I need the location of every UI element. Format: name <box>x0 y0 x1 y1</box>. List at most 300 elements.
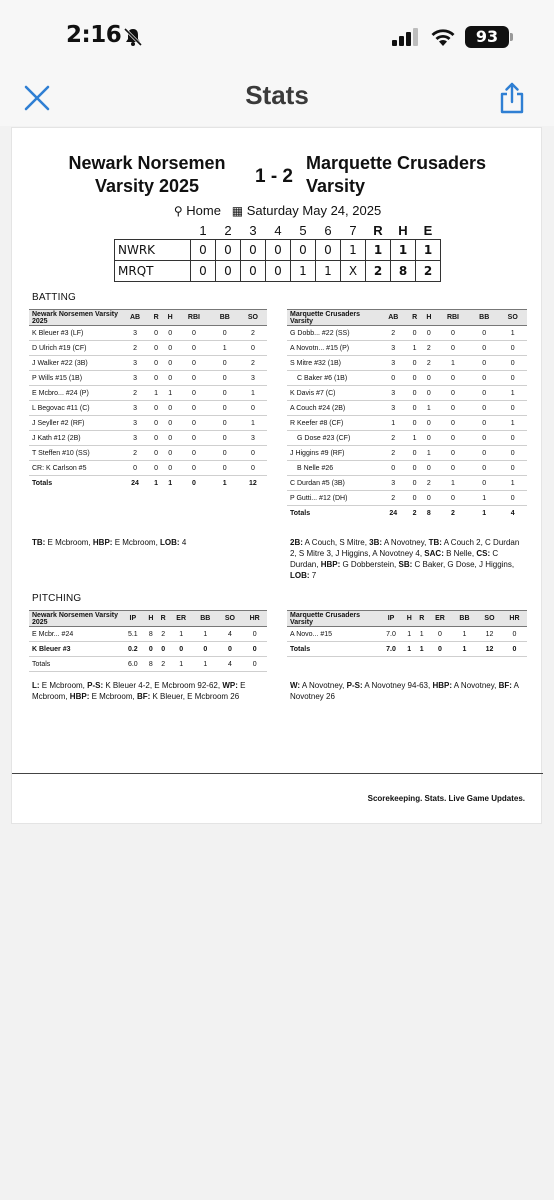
stat-cell: 1 <box>211 341 239 356</box>
stat-cell: 0 <box>502 642 527 657</box>
player-name: T Steffen #10 (SS) <box>29 446 121 461</box>
stat-cell: 0 <box>149 416 163 431</box>
table-row <box>287 386 527 401</box>
stat-cell: 0 <box>470 401 499 416</box>
inning-header: 3 <box>249 222 257 238</box>
note-label: P-S: <box>346 681 363 690</box>
inning-runs: 0 <box>316 239 341 260</box>
stat-cell: 0 <box>498 401 527 416</box>
stat-cell: 1 <box>422 446 436 461</box>
away-batting-table <box>29 309 267 491</box>
stat-cell: 1 <box>416 627 428 642</box>
stat-column-header: HR <box>242 611 267 627</box>
away-pitching-table <box>29 610 267 672</box>
inning-runs: 1 <box>316 260 341 281</box>
stat-cell: 0 <box>177 326 211 341</box>
location-pin-icon: ⚲ <box>173 204 183 218</box>
team-column-header: Marquette Crusaders Varsity <box>287 310 379 326</box>
stat-cell: 0 <box>470 416 499 431</box>
note-label: LOB: <box>290 571 310 580</box>
totals-cell: 4 <box>510 509 515 517</box>
totals-cell: 24 <box>131 479 139 487</box>
stat-cell: 0 <box>242 627 267 642</box>
stat-cell: 0 <box>436 431 470 446</box>
stat-cell: 1 <box>379 416 408 431</box>
stat-cell: 0 <box>470 476 499 491</box>
totals-cell: 1 <box>168 479 173 487</box>
stat-cell: 0 <box>149 371 163 386</box>
stat-cell: 0 <box>177 401 211 416</box>
stat-cell: 0 <box>149 401 163 416</box>
totals-cell: 2 <box>451 509 455 517</box>
stat-cell: 0 <box>242 657 267 672</box>
stat-cell: 0 <box>211 371 239 386</box>
stat-column-header: R <box>416 611 428 627</box>
stat-cell: 0 <box>422 461 436 476</box>
table-row <box>29 326 267 341</box>
stat-cell: 0 <box>436 401 470 416</box>
bell-slash-icon <box>123 27 143 47</box>
cellular-signal-icon <box>392 28 420 46</box>
player-name: J Seyller #2 (RF) <box>29 416 121 431</box>
player-name: R Keefer #8 (CF) <box>287 416 379 431</box>
stat-cell: 0 <box>239 341 267 356</box>
stat-cell: 0 <box>422 326 436 341</box>
stat-cell: 2 <box>379 491 408 506</box>
player-name: K Davis #7 (C) <box>287 386 379 401</box>
battery-tip <box>510 33 513 41</box>
stat-cell: 0 <box>239 461 267 476</box>
pitcher-name: K Bleuer #3 <box>29 642 121 657</box>
stat-cell: 0 <box>502 627 527 642</box>
inning-header: 2 <box>224 222 232 238</box>
table-row <box>287 461 527 476</box>
player-name: G Dobb... #22 (SS) <box>287 326 379 341</box>
linescore-corner <box>115 222 191 239</box>
linescore-team: NWRK <box>115 239 191 260</box>
stat-column-header: H <box>145 611 157 627</box>
stat-column-header: SO <box>498 310 527 326</box>
totals-cell: 12 <box>249 479 257 487</box>
player-name: CR: K Carlson #5 <box>29 461 121 476</box>
status-bar <box>0 0 554 70</box>
stat-cell: 3 <box>121 371 149 386</box>
table-row <box>29 657 267 672</box>
inning-header: 5 <box>299 222 307 238</box>
note-label: HBP: <box>320 560 341 569</box>
stat-cell: 1 <box>193 657 218 672</box>
inning-runs: 0 <box>191 260 216 281</box>
stat-cell: 8 <box>145 627 157 642</box>
stat-column-header: SO <box>218 611 243 627</box>
stat-cell: 2 <box>121 446 149 461</box>
note-label: LOB: <box>160 538 180 547</box>
stat-cell: 1 <box>408 431 422 446</box>
rhe-header: E <box>423 222 433 238</box>
totals-cell: 2 <box>412 509 417 517</box>
note-text: A Novotney, <box>452 681 499 690</box>
stat-cell: 1 <box>239 416 267 431</box>
stat-cell: 0 <box>436 416 470 431</box>
stat-cell: 0 <box>149 341 163 356</box>
player-name: C Durdan #5 (3B) <box>287 476 379 491</box>
note-text: A Novotney 94-63, <box>362 681 433 690</box>
stat-column-header: IP <box>379 611 403 627</box>
stat-cell: 0 <box>242 642 267 657</box>
stat-cell: 1 <box>436 356 470 371</box>
battery-icon <box>465 26 509 48</box>
stat-cell: 0 <box>239 446 267 461</box>
stat-cell: 0 <box>470 326 499 341</box>
stat-cell: 1 <box>422 401 436 416</box>
note-text: A Novotney, <box>300 681 347 690</box>
stat-cell: 3 <box>121 356 149 371</box>
page-title: Stats <box>245 80 309 110</box>
table-row <box>287 642 527 657</box>
calendar-icon: ▦ <box>231 204 244 218</box>
battery-level: 93 <box>475 27 499 46</box>
away-batting-notes <box>32 537 257 548</box>
home-team-name: Marquette Crusaders Varsity <box>306 153 487 196</box>
stat-cell: 0 <box>498 371 527 386</box>
stat-cell: 0 <box>498 461 527 476</box>
table-row <box>29 371 267 386</box>
stat-cell: 0 <box>436 461 470 476</box>
stat-cell: 0 <box>169 642 193 657</box>
stat-cell: 1 <box>239 386 267 401</box>
note-label: HBP: <box>92 538 113 547</box>
table-row <box>29 642 267 657</box>
stat-cell: 0 <box>177 371 211 386</box>
stat-cell: 0 <box>422 491 436 506</box>
footer-tagline: Scorekeeping. Stats. Live Game Updates. <box>367 794 525 803</box>
pitcher-name: Totals <box>29 657 121 672</box>
linescore-team: MRQT <box>115 260 191 281</box>
stat-cell: 1 <box>452 642 477 657</box>
pitcher-name: A Novo... #15 <box>287 627 379 642</box>
stat-cell: 0 <box>428 642 452 657</box>
stat-cell: 1 <box>436 476 470 491</box>
stat-cell: 1 <box>403 627 415 642</box>
table-row <box>29 431 267 446</box>
note-label: WP: <box>222 681 238 690</box>
player-name: J Walker #22 (3B) <box>29 356 121 371</box>
stat-cell: 0 <box>436 341 470 356</box>
stat-cell: 0 <box>157 642 169 657</box>
player-name: A Novotn... #15 (P) <box>287 341 379 356</box>
stat-column-header: BB <box>211 310 239 326</box>
inning-header: 6 <box>324 222 332 238</box>
note-text: A Novotney 26 <box>290 681 519 701</box>
inning-runs: 0 <box>241 260 266 281</box>
player-name: L Begovac #11 (C) <box>29 401 121 416</box>
stat-cell: 0 <box>408 326 422 341</box>
stat-column-header: SO <box>477 611 502 627</box>
note-label: P-S: <box>87 681 104 690</box>
stat-cell: 0 <box>211 386 239 401</box>
stat-cell: 0 <box>379 371 408 386</box>
table-row <box>29 386 267 401</box>
inning-runs: 0 <box>266 260 291 281</box>
home-pitching-notes <box>290 680 527 702</box>
inning-runs: 0 <box>191 239 216 260</box>
rhe-value: 1 <box>416 239 441 260</box>
totals-cell: 24 <box>389 509 398 517</box>
stat-cell: 0 <box>470 461 499 476</box>
stat-cell: 0 <box>428 627 452 642</box>
stat-cell: 0 <box>379 461 408 476</box>
table-row <box>287 627 527 642</box>
stat-cell: 3 <box>379 401 408 416</box>
stat-cell: 2 <box>239 326 267 341</box>
stat-column-header: RBI <box>436 310 470 326</box>
linescore-header-row <box>115 222 441 239</box>
player-name: A Couch #24 (2B) <box>287 401 379 416</box>
stat-column-header: H <box>422 310 436 326</box>
note-text: B Nelle, <box>443 549 477 558</box>
totals-cell: 1 <box>154 479 159 487</box>
stat-cell: 0 <box>149 461 163 476</box>
stat-cell: 0 <box>470 431 499 446</box>
note-text: G Dobberstein, <box>340 560 399 569</box>
table-row <box>287 326 527 341</box>
stat-cell: 0 <box>149 356 163 371</box>
totals-label: Totals <box>32 479 53 487</box>
stat-cell: 3 <box>379 476 408 491</box>
stats-header-row <box>29 611 267 627</box>
stat-cell: 1 <box>498 476 527 491</box>
stat-cell: 0 <box>163 341 177 356</box>
stat-column-header: SO <box>239 310 267 326</box>
note-text: 7 <box>309 571 317 580</box>
rhe-header: H <box>398 222 408 238</box>
inning-header: 4 <box>274 222 282 238</box>
stat-cell: 3 <box>379 356 408 371</box>
stat-cell: 1 <box>452 627 477 642</box>
stat-cell: 1 <box>403 642 415 657</box>
table-row <box>287 356 527 371</box>
stat-cell: 1 <box>498 416 527 431</box>
game-meta <box>12 203 543 218</box>
stat-column-header: HR <box>502 611 527 627</box>
note-label: 3B: <box>369 538 383 547</box>
stat-cell: 0 <box>470 356 499 371</box>
stat-cell: 0 <box>408 356 422 371</box>
stat-cell: 0 <box>408 401 422 416</box>
inning-runs: 1 <box>291 260 316 281</box>
stat-cell: 0 <box>177 341 211 356</box>
totals-cell: 8 <box>426 509 431 517</box>
stat-cell: 2 <box>422 356 436 371</box>
player-name: S Mitre #32 (1B) <box>287 356 379 371</box>
stat-cell: 0 <box>218 642 243 657</box>
stat-cell: 1 <box>169 657 193 672</box>
inning-header: 1 <box>199 222 207 238</box>
stat-cell: 0 <box>211 401 239 416</box>
stat-cell: 1 <box>149 386 163 401</box>
note-text: C Durdan, <box>290 549 499 569</box>
stats-header-row <box>287 611 527 627</box>
stat-cell: 0 <box>177 416 211 431</box>
stat-cell: 1 <box>470 491 499 506</box>
player-name: E Mcbro... #24 (P) <box>29 386 121 401</box>
note-label: CS: <box>476 549 491 558</box>
totals-row <box>287 506 527 521</box>
stat-cell: 0 <box>149 446 163 461</box>
stat-cell: 1 <box>408 341 422 356</box>
share-icon[interactable] <box>498 82 526 114</box>
stat-cell: 0 <box>163 401 177 416</box>
note-text: E Mcbroom, <box>39 681 88 690</box>
linescore-row <box>115 239 441 260</box>
note-label: SAC: <box>424 549 444 558</box>
stat-cell: 0.2 <box>121 642 145 657</box>
stat-cell: 2 <box>239 356 267 371</box>
stat-column-header: ER <box>169 611 193 627</box>
table-row <box>287 431 527 446</box>
note-text: K Bleuer 4-2, E Mcbroom 92-62, <box>103 681 223 690</box>
stat-cell: 0 <box>408 416 422 431</box>
stat-column-header: R <box>408 310 422 326</box>
rhe-header: R <box>373 222 383 238</box>
stat-column-header: ER <box>428 611 452 627</box>
note-text: C Baker, G Dose, J Higgins, <box>412 560 515 569</box>
game-date: Saturday May 24, 2025 <box>246 203 382 218</box>
note-text: 4 <box>179 538 187 547</box>
stat-column-header: BB <box>452 611 477 627</box>
totals-label: Totals <box>290 509 311 517</box>
inning-runs: 0 <box>266 239 291 260</box>
stat-column-header: IP <box>121 611 145 627</box>
note-label: BF: <box>498 681 512 690</box>
stat-cell: 0 <box>408 371 422 386</box>
stat-cell: 2 <box>379 326 408 341</box>
away-pitching-notes <box>32 680 267 702</box>
team-column-header: Newark Norsemen Varsity 2025 <box>29 310 121 326</box>
stat-cell: 12 <box>477 642 502 657</box>
stat-cell: 0 <box>211 356 239 371</box>
stat-cell: 7.0 <box>379 627 403 642</box>
pitcher-name: Totals <box>287 642 379 657</box>
stat-cell: 0 <box>149 326 163 341</box>
note-text: E Mcbroom, <box>89 692 137 701</box>
note-text: E Mcbroom, <box>32 681 246 701</box>
team-column-header: Newark Norsemen Varsity 2025 <box>29 611 121 627</box>
stats-header-row <box>29 310 267 326</box>
stat-cell: 0 <box>211 446 239 461</box>
note-text: A Couch, S Mitre, <box>302 538 370 547</box>
stat-column-header: AB <box>379 310 408 326</box>
note-label: SB: <box>398 560 413 569</box>
stat-cell: 1 <box>498 386 527 401</box>
stat-cell: 0 <box>149 431 163 446</box>
stat-cell: 4 <box>218 627 243 642</box>
note-text: A Novotney, <box>382 538 429 547</box>
stat-column-header: R <box>149 310 163 326</box>
stat-cell: 0 <box>436 491 470 506</box>
stat-cell: 0 <box>177 461 211 476</box>
note-label: 2B: <box>290 538 303 547</box>
table-row <box>287 371 527 386</box>
stat-cell: 0 <box>470 386 499 401</box>
final-score: 1 - 2 <box>254 166 294 187</box>
table-row <box>29 627 267 642</box>
player-name: K Bleuer #3 (LF) <box>29 326 121 341</box>
stat-cell: 0 <box>145 642 157 657</box>
stat-cell: 0 <box>408 461 422 476</box>
pitching-section-title: PITCHING <box>32 593 82 604</box>
stat-cell: 0 <box>239 401 267 416</box>
stat-cell: 0 <box>436 371 470 386</box>
stat-cell: 0 <box>498 356 527 371</box>
game-location: Home <box>186 203 221 218</box>
note-text: E Mcbroom, <box>45 538 93 547</box>
stat-cell: 0 <box>470 371 499 386</box>
rhe-value: 1 <box>391 239 416 260</box>
stat-cell: 12 <box>477 627 502 642</box>
table-row <box>287 401 527 416</box>
stat-column-header: BB <box>193 611 218 627</box>
note-label: TB: <box>428 538 442 547</box>
player-name: J Kath #12 (2B) <box>29 431 121 446</box>
stat-cell: 3 <box>121 401 149 416</box>
stat-column-header: H <box>163 310 177 326</box>
totals-cell: 1 <box>482 509 487 517</box>
stat-cell: 0 <box>163 446 177 461</box>
player-name: B Nelle #26 <box>287 461 379 476</box>
stat-cell: 1 <box>416 642 428 657</box>
matchup-header <box>12 152 543 202</box>
stat-cell: 0 <box>498 341 527 356</box>
table-row <box>287 476 527 491</box>
stat-column-header: AB <box>121 310 149 326</box>
stat-cell: 3 <box>379 341 408 356</box>
stat-cell: 0 <box>211 431 239 446</box>
stat-cell: 2 <box>422 341 436 356</box>
note-text: A Couch 2, C Durdan 2, S Mitre 3, J Higgins, A Novotney 4, <box>290 538 520 558</box>
stat-column-header: BB <box>470 310 499 326</box>
stat-cell: 0 <box>211 461 239 476</box>
stat-cell: 2 <box>379 446 408 461</box>
player-name: D Ulrich #19 (CF) <box>29 341 121 356</box>
inning-runs: 0 <box>216 239 241 260</box>
stat-cell: 1 <box>163 386 177 401</box>
stat-column-header: H <box>403 611 415 627</box>
stat-cell: 2 <box>121 341 149 356</box>
stat-cell: 1 <box>498 326 527 341</box>
stat-cell: 0 <box>163 326 177 341</box>
stat-cell: 0 <box>163 356 177 371</box>
stat-cell: 0 <box>177 386 211 401</box>
status-time: 2:16 <box>66 22 122 48</box>
note-label: L: <box>32 681 40 690</box>
stat-cell: 0 <box>422 431 436 446</box>
stat-cell: 0 <box>163 416 177 431</box>
note-label: BF: <box>136 692 151 701</box>
stat-cell: 0 <box>422 386 436 401</box>
stat-cell: 0 <box>422 371 436 386</box>
batting-section-title: BATTING <box>32 292 76 303</box>
stat-cell: 7.0 <box>379 642 403 657</box>
home-batting-table <box>287 309 527 521</box>
stat-cell: 3 <box>121 326 149 341</box>
note-label: TB: <box>32 538 46 547</box>
stat-cell: 0 <box>177 446 211 461</box>
stat-cell: 4 <box>218 657 243 672</box>
table-row <box>29 461 267 476</box>
stat-cell: 1 <box>169 627 193 642</box>
stat-cell: 0 <box>408 491 422 506</box>
